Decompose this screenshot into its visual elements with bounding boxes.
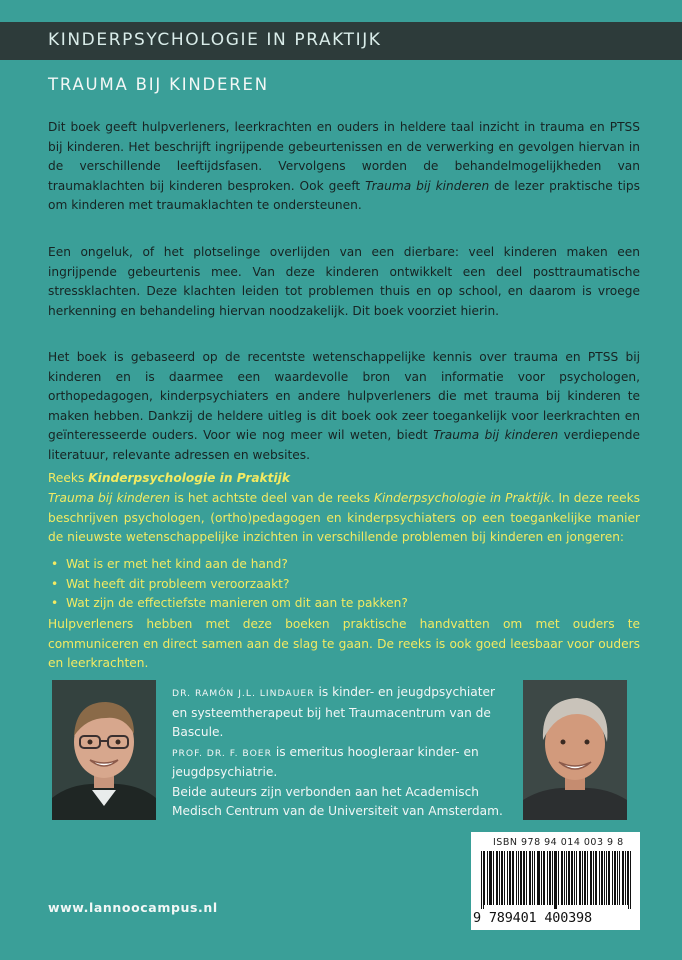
barcode-bar (541, 851, 542, 905)
barcode-bar (625, 851, 626, 905)
barcode-bar (532, 851, 533, 905)
barcode-bar (497, 851, 498, 905)
series-banner (0, 22, 682, 60)
barcode-bar (554, 851, 555, 909)
author-bios: DR. RAMÓN J.L. LINDAUER is kinder- en jeugdpsychiater en systeemtherapeut bij het Traumacentrum van de Bascule. PROF. DR. F. BOER is emeritus hoogleraar kinder- en jeugdpsychiatrie. Beide auteurs zijn verbonden aan het Academisch Medisch Centrum van de Universiteit van Amsterdam. (172, 685, 503, 818)
barcode-bar (530, 851, 531, 905)
barcode-bar (568, 851, 569, 905)
barcode-bar (529, 851, 530, 905)
barcode-bar (593, 851, 594, 905)
barcode-bar (524, 851, 525, 905)
barcode-bar (502, 851, 503, 905)
barcode-bar (538, 851, 539, 905)
barcode-bar (608, 851, 609, 905)
barcode-bar (615, 851, 616, 905)
barcode-bar (591, 851, 592, 905)
barcode-bar (537, 851, 538, 905)
series-label: KINDERPSYCHOLOGIE IN PRAKTIJK (48, 30, 382, 50)
barcode-bars (475, 851, 636, 909)
portrait-icon (523, 680, 627, 820)
barcode-bar (623, 851, 624, 905)
barcode-bar (596, 851, 597, 905)
barcode-bar (601, 851, 602, 905)
barcode-bar (604, 851, 605, 905)
series-intro: Trauma bij kinderen is het achtste deel van de reeks Kinderpsychologie in Praktijk. In deze reeks beschrijven psychologen, (ortho)pedagogen en kinderpsychiaters op een toegankelijke manier de nieuwste wetenschappelijke inzichten in verschillende problemen bij kinderen en jongeren: (48, 491, 641, 544)
barcode-bar (484, 851, 485, 905)
book-title: TRAUMA BIJ KINDEREN (48, 75, 269, 94)
barcode-bar (547, 851, 548, 905)
barcode-bar (599, 851, 600, 905)
barcode-bar (585, 851, 586, 905)
barcode-bar (504, 851, 505, 905)
barcode-bar (582, 851, 583, 905)
barcode-bar (630, 851, 631, 909)
barcode-bar (627, 851, 628, 905)
isbn-label: ISBN 978 94 014 003 9 8 (493, 837, 624, 848)
barcode-bar (569, 851, 570, 905)
barcode-bar (617, 851, 618, 905)
barcode-bar (523, 851, 524, 905)
barcode-bar (520, 851, 521, 905)
barcode-bar (490, 851, 491, 905)
isbn-barcode (471, 832, 640, 930)
barcode-bar (576, 851, 577, 905)
publisher-website: www.lannoocampus.nl (48, 900, 218, 915)
barcode-bar (543, 851, 544, 905)
barcode-bar (481, 851, 482, 909)
barcode-bar (518, 851, 519, 905)
barcode-bar (489, 851, 490, 905)
author-1-name: DR. RAMÓN J.L. LINDAUER (172, 688, 315, 699)
authors-affiliation: Beide auteurs zijn verbonden aan het Academisch Medisch Centrum van de Universiteit van Amsterdam. (172, 784, 503, 818)
author-photo-boer (523, 680, 627, 820)
barcode-bar (496, 851, 497, 905)
series-questions-list (48, 555, 640, 614)
barcode-bar (507, 851, 508, 905)
barcode-bar (574, 851, 575, 905)
barcode-bar (584, 851, 585, 905)
barcode-bar (521, 851, 522, 905)
barcode-bar (544, 851, 545, 905)
barcode-bar (556, 851, 557, 909)
barcode-bar (501, 851, 502, 905)
barcode-bar (483, 851, 484, 909)
barcode-bar (491, 851, 492, 905)
barcode-bar (561, 851, 562, 905)
barcode-digits: 9 789401 400398 (473, 910, 592, 926)
barcode-bar (513, 851, 514, 905)
barcode-bar (499, 851, 500, 905)
barcode-bar (534, 851, 535, 905)
author-photo-lindauer (52, 680, 156, 820)
barcode-bar (579, 851, 580, 905)
barcode-bar (590, 851, 591, 905)
list-item: • Wat heeft dit probleem veroorzaakt? (48, 575, 640, 595)
barcode-bar (564, 851, 565, 905)
series-heading: Reeks Kinderpsychologie in Praktijk (48, 471, 290, 485)
list-item: • Wat zijn de effectiefste manieren om dit aan te pakken? (48, 594, 640, 614)
barcode-bar (571, 851, 572, 905)
barcode-bar (516, 851, 517, 905)
description-paragraph-1: Dit boek geeft hulpverleners, leerkrachten en ouders in heldere taal inzicht in trauma en PTSS bij kinderen. Het beschrijft ingrijpende gebeurtenissen en de verwerking en gevolgen hiervan in de verschillende leeftijdsfasen. Vervolgens worden de behandelmogelijkheden van traumaklachten bij kinderen besproken. Ook geeft Trauma bij kinderen de lezer praktische tips om kinderen met traumaklachten te ondersteunen. (48, 120, 641, 212)
barcode-bar (509, 851, 510, 905)
barcode-bar (587, 851, 588, 905)
barcode-bar (619, 851, 620, 905)
description-paragraph-2: Een ongeluk, of het plotselinge overlijden van een dierbare: veel kinderen maken een ingrijpende gebeurtenis mee. Van deze kinderen ontwikkelt een deel posttraumatische stressklachten. Deze klachten leiden tot problemen thuis en op school, en daarom is vroege herkenning en behandeling hiervan noodzakelijk. Dit boek voorziet hierin. (48, 245, 640, 318)
list-item: • Wat is er met het kind aan de hand? (48, 555, 640, 575)
barcode-bar (612, 851, 613, 905)
barcode-bar (526, 851, 527, 905)
description-paragraph-3: Het boek is gebaseerd op de recentste wetenschappelijke kennis over trauma en PTSS bij kinderen en is daarmee een waardevolle bron van informatie voor psychologen, orthopedagogen, kinderpsychiaters en andere hulpverleners die met trauma bij kinderen te maken hebben. Dankzij de heldere uitleg is dit boek ook zeer toegankelijk voor leerkrachten en geïnteresseerde ouders. Voor wie nog meer wil weten, biedt Trauma bij kinderen verdiepende literatuur, relevante adressen en websites. (48, 350, 640, 462)
barcode-bar (614, 851, 615, 905)
barcode-bar (580, 851, 581, 905)
barcode-bar (566, 851, 567, 905)
barcode-bar (552, 851, 553, 905)
barcode-bar (493, 851, 494, 905)
series-closing: Hulpverleners hebben met deze boeken praktische handvatten om met ouders te communiceren en direct samen aan de slag te gaan. De reeks is ook goed leesbaar voor ouders en leerkrachten. (48, 617, 640, 670)
barcode-bar (510, 851, 511, 905)
barcode-bar (487, 851, 488, 905)
barcode-bar (555, 851, 556, 909)
portrait-icon (52, 680, 156, 820)
barcode-bar (628, 851, 629, 909)
barcode-bar (622, 851, 623, 905)
barcode-bar (562, 851, 563, 905)
barcode-bar (602, 851, 603, 905)
barcode-bar (550, 851, 551, 905)
author-2-name: PROF. DR. F. BOER (172, 747, 272, 759)
barcode-bar (606, 851, 607, 905)
barcode-bar (595, 851, 596, 905)
barcode-bar (572, 851, 573, 905)
barcode-bar (609, 851, 610, 905)
barcode-bar (512, 851, 513, 905)
barcode-bar (558, 851, 559, 905)
barcode-bar (539, 851, 540, 905)
barcode-bar (549, 851, 550, 905)
